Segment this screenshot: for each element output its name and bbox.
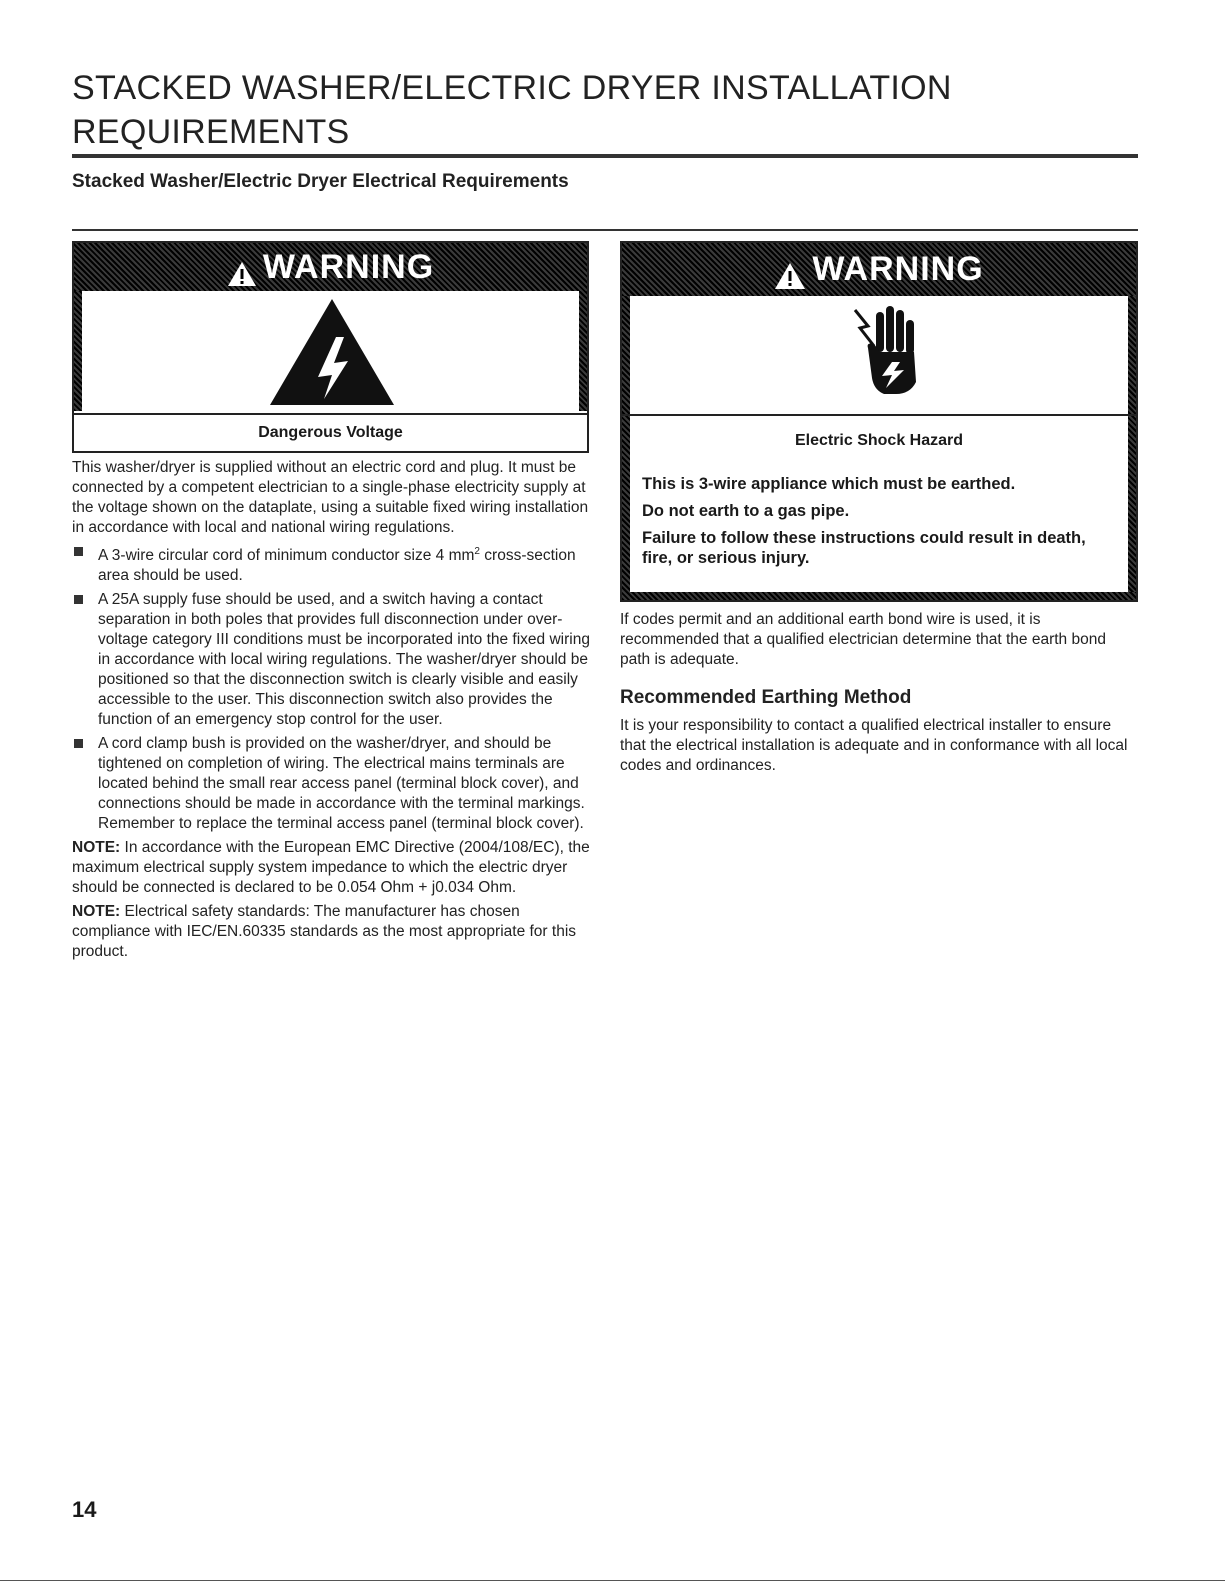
earthing-heading: Recommended Earthing Method [620, 687, 912, 708]
note-text: Electrical safety standards: The manufacturer has chosen compliance with IEC/EN.60335 standards as the most appropriate for this product. [72, 903, 577, 961]
note-paragraph [72, 902, 592, 962]
warning-icon-area [630, 296, 1128, 414]
right-column [620, 610, 1135, 780]
bullet-item [72, 542, 592, 586]
bullet-text: A 3-wire circular cord of minimum conductor size 4 mm [98, 547, 475, 565]
warning-line: Do not earth to a gas pipe. [642, 502, 850, 520]
warning-triangle-icon [227, 261, 257, 287]
left-column [72, 458, 592, 966]
note-paragraph [72, 838, 592, 898]
warning-header [622, 243, 1136, 296]
page-title: STACKED WASHER/ELECTRIC DRYER INSTALLATION REQUIREMENTS [72, 69, 952, 151]
bottom-rule [0, 1580, 1225, 1581]
warning-side-stripe [622, 296, 630, 600]
section-rule [72, 229, 1138, 231]
bullet-item: A 25A supply fuse should be used, and a switch having a contact separation in both poles that provides full disconnection under over-voltage category III conditions must be incorporated into the fixed wiring in accordance with local wiring regulations. The washer/dryer should be positioned so that the disconnection switch is clearly visible and easily accessible to the user. This disconnection switch also provides the function of an emergency stop control for the user. [72, 590, 592, 730]
warning-box-dangerous-voltage [72, 241, 589, 453]
warning-label: WARNING [812, 250, 984, 288]
title-rule [72, 154, 1138, 158]
electric-shock-hand-icon [630, 296, 1132, 414]
bullet-item: A cord clamp bush is provided on the washer/dryer, and should be tightened on completion of wiring. The electrical mains terminals are located behind the small rear access panel (terminal block cover), and connections should be made in accordance with the terminal markings. Remember to replace the terminal access panel (terminal block cover). [72, 734, 592, 834]
note-text: In accordance with the European EMC Directive (2004/108/EC), the maximum electrical supply system impedance to which the electric dryer should be connected is declared to be 0.054 Ohm + j0.034 Ohm. [72, 839, 590, 897]
page-number: 14 [72, 1497, 97, 1522]
warning-line: This is 3-wire appliance which must be earthed. [642, 475, 1016, 493]
note-label: NOTE: [72, 903, 121, 921]
bullet-text: cross-section area should be used. [98, 547, 576, 585]
warning-box-electric-shock [620, 241, 1138, 602]
superscript: 2 [474, 546, 480, 557]
intro-paragraph: This washer/dryer is supplied without an electric cord and plug. It must be connected by a competent electrician to a single-phase electricity supply at the voltage shown on the dataplate, using a suitable fixed wiring installation in accordance with local and national wiring regulations. [72, 459, 589, 536]
warning-caption: Electric Shock Hazard [794, 432, 964, 449]
warning-caption: Dangerous Voltage [258, 424, 403, 441]
warning-triangle-icon [774, 262, 806, 290]
warning-bottom-stripe [622, 592, 1136, 600]
warning-label: WARNING [262, 248, 435, 286]
section-title: Stacked Washer/Electric Dryer Electrical Requirements [72, 171, 569, 192]
warning-line: Failure to follow these instructions could result in death, fire, or serious injury. [642, 529, 1086, 567]
warning-icon-area [82, 291, 579, 413]
warning-header [74, 243, 587, 291]
earthing-paragraph: It is your responsibility to contact a qualified electrical installer to ensure that the electrical installation is adequate and in conformance with all local codes and ordinances. [620, 717, 1128, 774]
note-label: NOTE: [72, 839, 121, 857]
high-voltage-triangle-icon [82, 291, 583, 413]
warning-body [630, 416, 1128, 592]
warning-lines [630, 474, 1128, 568]
warning-side-stripe [74, 291, 82, 411]
earth-bond-paragraph: If codes permit and an additional earth bond wire is used, it is recommended that a qualified electrician determine that the earth bond path is adequate. [620, 611, 1106, 668]
